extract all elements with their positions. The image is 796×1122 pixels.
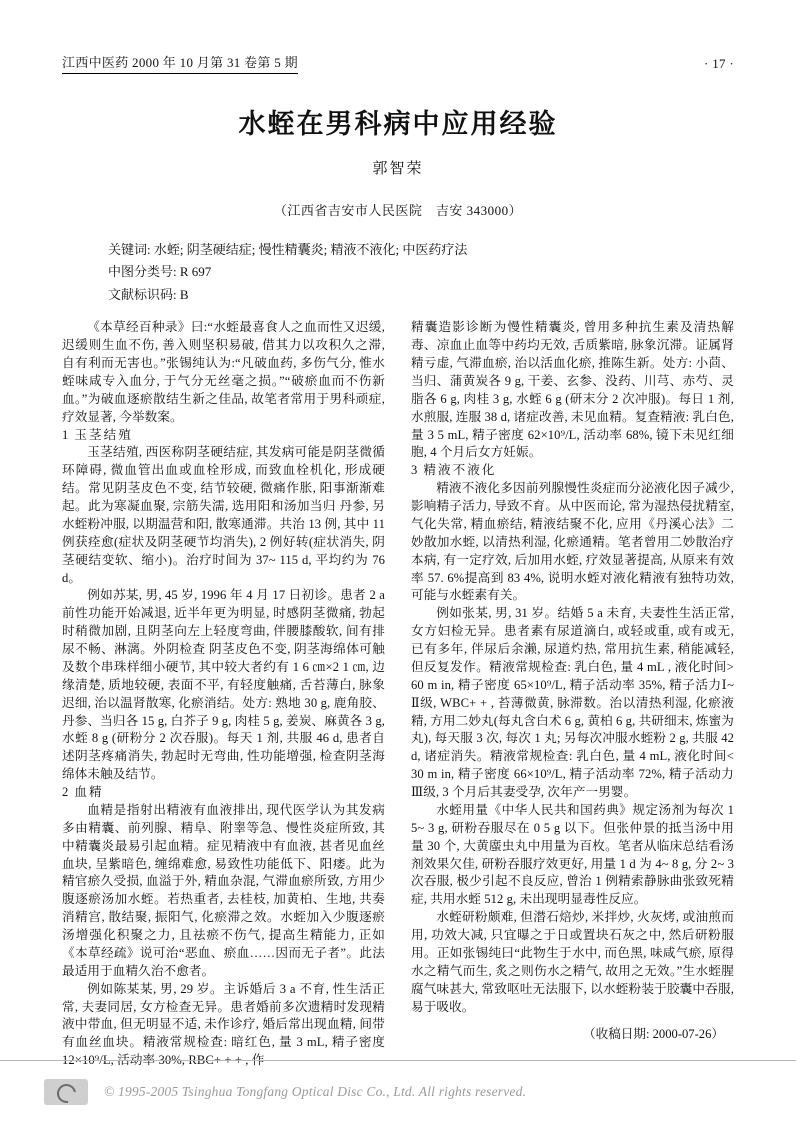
keywords-line (108, 239, 734, 260)
clc-label: 中图分类号: (108, 264, 177, 280)
running-head (62, 52, 734, 76)
page-number: · 17 · (704, 56, 734, 71)
section-title-1: 玉茎结殖 (74, 427, 133, 442)
paragraph: 精液不液化多因前列腺慢性炎症而分泌液化因子减少, 影响精子活力, 导致不育。从中医而论, 常为湿热侵扰精室, 气化失常, 精血瘀结, 精液结聚不化, 应用《丹溪心法》二妙散加水蛭, 以清热利湿, 化瘀通精。笔者曾用二妙散治疗本病, 有一定疗效, 后加用水蛭, 疗效显著提高, 从原来有效率 57. 6%提高到 83 4%, 说明水蛭对液化精液有独特功效, 可能与水蛭素有关。 (411, 481, 734, 603)
article-body (62, 319, 734, 1070)
page-title: 水蛭在男科病中应用经验 (238, 109, 558, 140)
keywords-label: 关键词: (108, 242, 151, 257)
doccode-line (108, 284, 734, 305)
paragraph-intro: 《本草经百种录》曰:“水蛭最喜食人之血而性又迟缓, 迟缓则生血不伤, 善入则坚积易破, 借其力以攻积久之滞, 自有利而无害也。”张锡纯认为:“凡破血药, 多伤气分, 惟水蛭味咸专入血分, 于气分无丝毫之损。”“破瘀血而不伤新血。”为破血逐瘀散结生新之佳品, 故笔者常用于男科顽症, 疗效显著, 今举数案。 (62, 320, 385, 424)
copyright-notice: © 1995-2005 Tsinghua Tongfang Optical Disc Co., Ltd. All rights reserved. (104, 1083, 527, 1099)
section-number-2: 2 (62, 785, 69, 800)
publisher-logo-icon (44, 1079, 88, 1105)
author-name: 郭智荣 (372, 161, 424, 177)
paragraph: 例如陈某某, 男, 29 岁。主诉婚后 3 a 不育, 性生活正常, 夫妻同居, 女方检查无异。患者婚前多次遗精时发现精液中带血, 但无明显不适, 未作诊疗, 婚后常出现血精, 间带有血丝血块。精液常规检查: 暗红色, 量 3 mL, 精子密度 12×10⁹/L, 活动率 30%, RBC+ + + , 作 (62, 981, 385, 1068)
left-column (62, 319, 385, 1070)
section-number-1: 1 (62, 427, 69, 442)
received-date: （收稿日期: 2000-07-26） (583, 1027, 724, 1042)
right-column (411, 319, 734, 1070)
doccode-label: 文献标识码: (108, 286, 177, 302)
paragraph: 水蛭研粉颇难, 但潜石焙炒, 米拌炒, 火灰烤, 或油煎而用, 功效大减, 只宜曝之于日或置块石灰之中, 然后研粉服用。正如张锡纯曰“此物生于水中, 而色黑, 味咸气瘀, 原得水之精气而生, 炙之则伤水之精气, 故用之无效。”生水蛭腥腐气味甚大, 常致呕吐无法服下, 以水蛭粉装于胶囊中吞服, 易于吸收。 (411, 910, 734, 1014)
footer (0, 1060, 796, 1122)
section-number-3: 3 (411, 463, 418, 478)
paragraph: 玉茎结殖, 西医称阴茎硬结症, 其发病可能是阴茎微循环障碍, 微血管出血或血栓形成, 而致血栓机化, 形成硬结。常见阴茎皮色不变, 结节较硬, 微痛作胀, 阳事渐渐难起。此为寒凝血聚, 宗筋失濡, 选用阳和汤加当归 丹参, 另水蛭粉冲服, 以期温营和阳, 散寒通滞。共治 13 例, 其中 11 例获痊愈(症状及阴茎硬节均消失), 2 例好转(症状消失, 阴茎硬结变软、缩小)。治疗时间为 37~ 115 d, 平均约为 76 d。 (62, 445, 385, 585)
clc-line (108, 261, 734, 282)
paragraph: 血精是指射出精液有血液排出, 现代医学认为其发病多由精囊、前列腺、精阜、附睾等急、慢性炎症所致, 其中精囊炎最易引起血精。症见精液中有血液, 甚者见血丝血块, 呈紫暗色, 缠绵难愈, 易致性功能低下、阳痿。此为精官瘀久受损, 血溢于外, 精血杂混, 气滞血瘀所致, 方用少腹逐瘀汤加水蛭。若热重者, 去桂枝, 加黄柏、生地, 共奏消精宫, 散结聚, 振阳气, 化瘀滞之效。水蛭加入少腹逐瘀汤增强化积聚之力, 且祛瘀不伤气, 提高生精能力, 正如《本草经疏》说可治“恶血、瘀血……因而无子者”。此法最适用于血精久治不愈者。 (62, 802, 385, 978)
paragraph: 例如苏某, 男, 45 岁, 1996 年 4 月 17 日初诊。患者 2 a 前性功能开始减退, 近半年更为明显, 时感阴茎微痛, 勃起时稍微加剧, 且阴茎向左上轻度弯曲, 伴腰膝酸软, 间有排尿不畅、淋漓。外阴检查 阴茎皮色不变, 阴茎海绵体可触及数个串珠样细小硬节, 其中较大者约有 1 6 ㎝×2 1 ㎝, 边缘清楚, 质地较硬, 表面不平, 有轻度触痛, 舌苔薄白, 脉象迟细, 治以温肾散寒, 化瘀消结。处方: 熟地 30 g, 鹿角胶、丹参、当归各 15 g, 白芥子 9 g, 肉桂 5 g, 姜炭、麻黄各 3 g, 水蛭 8 g (研粉分 2 次吞服)。每天 1 剂, 共服 46 d, 患者自述阴茎疼痛消失, 勃起时无弯曲, 性功能增强, 检查阴茎海绵体未触及结节。 (62, 588, 385, 782)
clc-value: R 697 (179, 264, 212, 280)
keywords-value: 水蛭; 阴茎硬结症; 慢性精囊炎; 精液不液化; 中医药疗法 (153, 242, 468, 257)
journal-citation: 江西中医药 2000 年 10 月第 31 卷第 5 期 (62, 52, 298, 74)
doccode-value: B (179, 286, 189, 302)
paragraph: 水蛭用量《中华人民共和国药典》规定汤剂为每次 1 5~ 3 g, 研粉吞服尽在 0 5 g 以下。但张仲景的抵当汤中用量 30 个, 大黄䗪虫丸中用量为百枚。笔者从临床总结看汤剂效果欠佳, 研粉吞服疗效更好, 用量 1 d 为 4~ 8 g, 分 2~ 3 次吞服, 极少引起不良反应, 曾治 1 例精索静脉曲张致死精症, 共用水蛭 512 g, 未出现明显毒性反应。 (411, 802, 734, 907)
paragraph-continued: 精囊造影诊断为慢性精囊炎, 曾用多种抗生素及清热解毒、凉血止血等中药均无效, 舌质紫暗, 脉象沉滞。证属肾精亏虚, 气滞血瘀, 治以活血化瘀, 推陈生新。处方: 小茴、当归、蒲黄炭各 9 g, 干姜、玄参、没药、川芎、赤芍、灵脂各 6 g, 肉桂 3 g, 水蛭 6 g (研末分 2 次冲服)。每日 1 剂, 水煎服, 连服 38 d, 诸症改善, 未见血精。复查精液: 乳白色, 量 3 5 mL, 精子密度 62×10⁹/L, 活动率 68%, 镜下未见红细胞, 4 个月后女方妊娠。 (411, 320, 734, 460)
section-title-2: 血精 (74, 785, 104, 800)
author-affiliation: （江西省吉安市人民医院 吉安 343000） (273, 203, 523, 218)
section-title-3: 精液不液化 (423, 463, 497, 478)
paragraph: 例如张某, 男, 31 岁。结婚 5 a 未育, 夫妻性生活正常, 女方妇检无异。患者素有尿道滴白, 或轻或重, 或有或无, 已有多年, 伴尿后余濑, 尿道灼热, 常用抗生素, 稍能减轻, 但反复发作。精液常规检查: 乳白色, 量 4 mL , 液化时间> 60 m in, 精子密度 65×10⁹/L, 精子活动率 35%, 精子活力Ⅰ~ Ⅱ级, WBC+ + , 苔薄微黄, 脉滞数。治以清热利湿, 化瘀液精, 方用二妙丸(每丸含白术 6 g, 黄柏 6 g, 共研细末, 炼蜜为丸), 每天服 3 次, 每次 1 丸; 另每次冲服水蛭粉 2 g, 共服 42 d, 诸症消失。精液常规检查: 乳白色, 量 4 mL, 液化时间< 30 m in, 精子密度 66×10⁹/L, 精子活动率 72%, 精子活动力Ⅲ级, 3 个月后其妻受孕, 次年产一男婴。 (411, 606, 734, 800)
article-metadata (62, 239, 734, 305)
section-heading-2 (62, 784, 385, 802)
section-heading-3 (411, 462, 734, 480)
section-heading-1 (62, 427, 385, 445)
